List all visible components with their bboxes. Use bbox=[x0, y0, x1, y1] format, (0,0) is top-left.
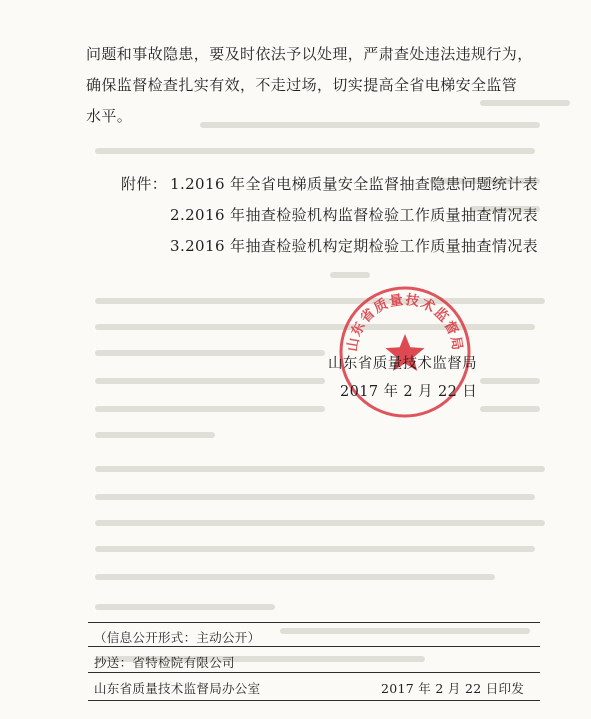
issuer-name: 山东省质量技术监督局 bbox=[328, 356, 477, 372]
print-date: 2017 年 2 月 22 日印发 bbox=[381, 681, 525, 696]
disclosure-note: （信息公开形式：主动公开） bbox=[94, 630, 261, 645]
paragraph-line: 问题和事故隐患，要及时依法予以处理，严肃查处违法违规行为， bbox=[86, 45, 533, 63]
seal-ring-text: 山东省质量技术监督局 bbox=[344, 291, 466, 353]
footer-rule-bottom bbox=[88, 700, 540, 701]
footer-rule-top bbox=[88, 622, 540, 623]
paragraph-line: 确保监督检查扎实有效，不走过场，切实提高全省电梯安全监管 bbox=[86, 76, 518, 94]
attachment-item: 1.2016 年全省电梯质量安全监督抽查隐患问题统计表 bbox=[170, 175, 539, 193]
attachment-item: 3.2016 年抽查检验机构定期检验工作质量抽查情况表 bbox=[170, 237, 539, 255]
attachments-label: 附件： bbox=[121, 175, 168, 193]
paragraph-line: 水平。 bbox=[86, 107, 133, 125]
attachment-item: 2.2016 年抽查检验机构监督检验工作质量抽查情况表 bbox=[170, 206, 539, 224]
issuing-office: 山东省质量技术监督局办公室 bbox=[94, 681, 261, 696]
issue-date: 2017 年 2 月 22 日 bbox=[340, 384, 478, 400]
footer-rule bbox=[88, 646, 540, 647]
footer-rule bbox=[88, 672, 540, 673]
cc-line: 抄送：省特检院有限公司 bbox=[94, 655, 235, 670]
